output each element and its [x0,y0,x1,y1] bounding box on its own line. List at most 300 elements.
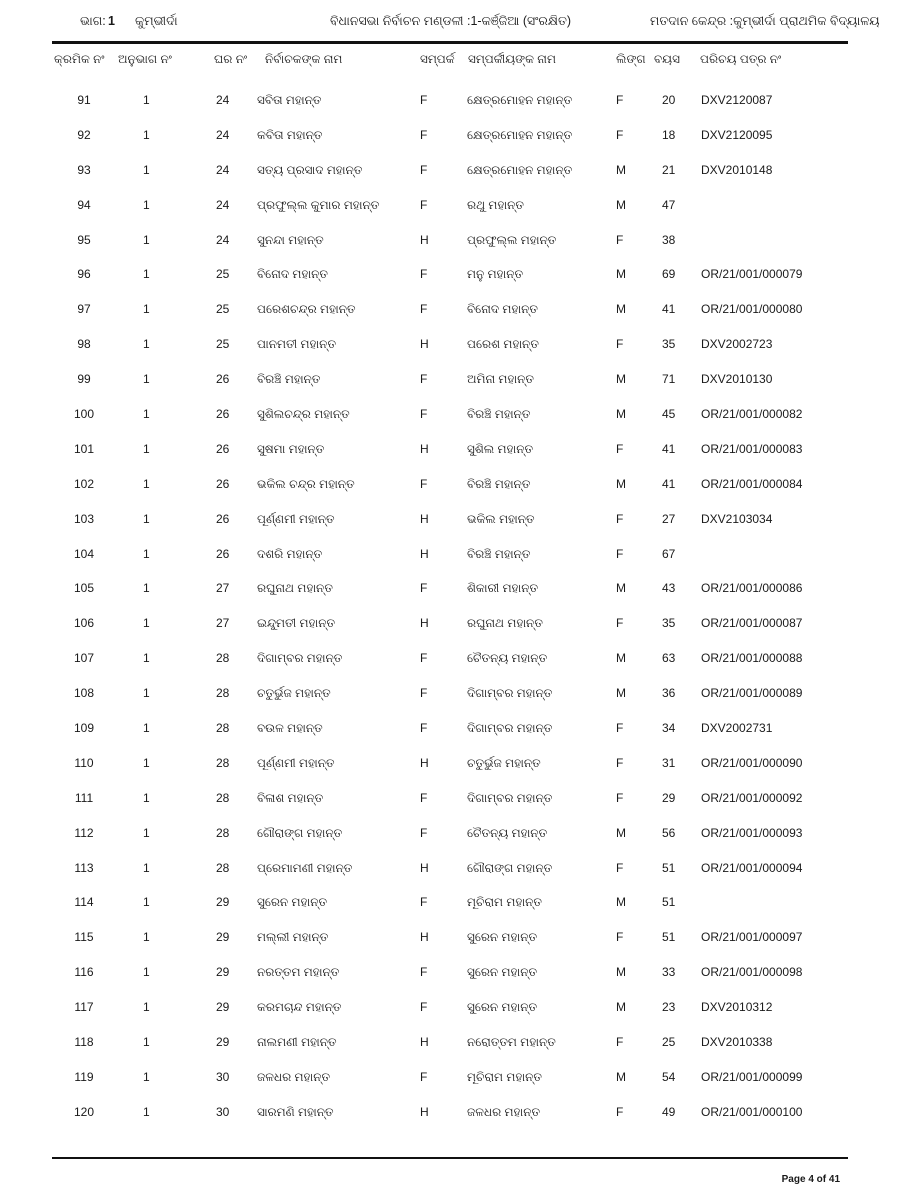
serial-number: 106 [73,616,95,631]
age: 43 [662,581,676,596]
id-card-number: DXV2103034 [701,511,773,526]
col-part-no: ଅନୁଭାଗ ନଂ [118,52,172,66]
relative-name: ଶିକାରୀ ମହାନ୍ତ [467,581,539,596]
relative-name: ବିରଞ୍ଚି ମହାନ୍ତ [467,476,531,491]
part-number-cell: 1 [143,651,150,666]
serial-number: 111 [74,790,94,805]
elector-name: ଦିଗାମ୍ବର ମହାନ୍ତ [257,651,343,666]
house-number: 26 [216,476,230,491]
gender: F [616,1035,624,1050]
part-number-cell: 1 [143,511,150,526]
elector-name: ଭକିଲ ଚନ୍ଦ୍ର ମହାନ୍ତ [257,476,355,491]
gender: M [616,197,626,212]
table-row [0,84,900,119]
id-card-number: DXV2010312 [701,1000,773,1015]
part-number-cell: 1 [143,232,150,247]
part-number-cell: 1 [143,930,150,945]
elector-name: ବଉଳ ମହାନ୍ତ [257,721,323,736]
table-row [0,468,900,503]
id-card-number: DXV2002731 [701,721,773,736]
relative-name: ସୁରେନ ମହାନ୍ତ [467,930,538,945]
relation-type: F [420,965,428,980]
elector-table [0,84,900,1131]
gender: F [616,441,624,456]
table-row [0,991,900,1026]
elector-name: ଚତୁର୍ଭୁଜ ମହାନ୍ତ [257,686,331,701]
relation-type: F [420,302,428,317]
gender: F [616,546,624,561]
house-number: 28 [216,860,230,875]
id-card-number: OR/21/001/000080 [701,302,803,317]
house-number: 28 [216,651,230,666]
relation-type: H [420,1104,429,1119]
table-row [0,154,900,189]
relative-name: ଚୈତନ୍ୟ ମହାନ୍ତ [467,825,548,840]
table-row [0,363,900,398]
age: 36 [662,686,676,701]
serial-number: 105 [73,581,95,596]
id-card-number: OR/21/001/000084 [701,476,803,491]
relative-name: ସୁରେନ ମହାନ୍ତ [467,1000,538,1015]
part-number-cell: 1 [143,860,150,875]
age: 41 [662,302,676,317]
gender: M [616,965,626,980]
house-number: 28 [216,755,230,770]
house-number: 28 [216,686,230,701]
id-card-number: OR/21/001/000082 [701,407,803,422]
relation-type: F [420,93,428,107]
relative-name: ସୁରେନ ମହାନ୍ତ [467,965,538,980]
id-card-number: DXV2120087 [701,93,773,107]
col-age: ବୟସ [654,52,680,66]
table-row [0,782,900,817]
part-number-cell: 1 [143,302,150,317]
age: 34 [662,721,676,736]
relation-type: H [420,511,429,526]
serial-number: 114 [74,895,94,910]
col-id-card: ପରିଚୟ ପତ୍ର ନଂ [700,52,782,66]
gender: F [616,232,624,247]
relation-type: F [420,407,428,422]
col-serial: କ୍ରମିକ ନଂ [54,52,105,66]
relative-name: ବିନୋଦ ମହାନ୍ତ [467,302,538,317]
age: 47 [662,197,676,212]
elector-name: ପୂର୍ଣ୍ଣମୀ ମହାନ୍ତ [257,755,335,770]
serial-number: 109 [73,721,95,736]
house-number: 26 [216,511,230,526]
house-number: 26 [216,372,230,387]
relative-name: କ୍ଷେତ୍ରମୋହନ ମହାନ୍ତ [467,162,573,177]
serial-number: 95 [77,232,91,247]
gender: M [616,581,626,596]
table-row [0,328,900,363]
age: 31 [662,755,676,770]
id-card-number: DXV2002723 [701,337,773,352]
house-number: 25 [216,267,230,282]
relative-name: ଦିଗାମ୍ବର ମହାନ୍ତ [467,721,553,736]
elector-name: ସୁରେନ ମହାନ୍ତ [257,895,328,910]
relation-type: F [420,197,428,212]
part-number-cell: 1 [143,965,150,980]
relative-name: ମନୁ ମହାନ୍ତ [467,267,524,282]
relation-type: H [420,755,429,770]
gender: F [616,127,624,142]
elector-name: ବିନୋଦ ମହାନ୍ତ [257,267,328,282]
elector-name: ନରତ୍ତମ ମହାନ୍ତ [257,965,340,980]
table-row [0,677,900,712]
gender: M [616,651,626,666]
house-number: 29 [216,1000,230,1015]
serial-number: 117 [74,1000,94,1015]
col-gender: ଲିଙ୍ଗ [616,52,646,66]
relative-name: ବିରଞ୍ଚି ମହାନ୍ତ [467,407,531,422]
gender: M [616,476,626,491]
gender: M [616,162,626,177]
gender: M [616,372,626,387]
serial-number: 94 [77,197,91,212]
elector-name: ସତ୍ୟ ପ୍ରସାଦ ମହାନ୍ତ [257,162,363,177]
part-number-cell: 1 [143,372,150,387]
table-row [0,503,900,538]
part-number-cell: 1 [143,407,150,422]
elector-name: ପରେଶଚନ୍ଦ୍ର ମହାନ୍ତ [257,302,356,317]
id-card-number: OR/21/001/000093 [701,825,803,840]
col-house-no: ଘର ନଂ [214,52,248,66]
elector-name: କରମଚାନ୍ଦ ମହାନ୍ତ [257,1000,342,1015]
table-row [0,538,900,573]
age: 20 [662,93,676,107]
age: 33 [662,965,676,980]
serial-number: 110 [74,755,94,770]
constituency-title: ବିଧାନସଭା ନିର୍ବାଚନ ମଣ୍ଡଳୀ :1-କର୍ଞ୍ଜିଆ (ସଂରକ୍ଷିତ) [330,14,572,28]
age: 35 [662,616,676,631]
relative-name: ପ୍ରଫୁଲ୍ଲ ମହାନ୍ତ [467,232,557,247]
relation-type: F [420,721,428,736]
elector-name: ଜଳଧର ମହାନ୍ତ [257,1069,331,1084]
elector-name: ବିଳାଶ ମହାନ୍ତ [257,790,324,805]
age: 35 [662,337,676,352]
village-name: କୁମ୍ଭୀର୍ଦା [135,14,178,28]
id-card-number: OR/21/001/000087 [701,616,803,631]
part-number-cell: 1 [143,127,150,142]
house-number: 24 [216,93,230,107]
relative-name: ମୂଚିରାମ ମହାନ୍ତ [467,1069,542,1084]
age: 69 [662,267,676,282]
gender: F [616,616,624,631]
relation-type: H [420,860,429,875]
age: 41 [662,441,676,456]
part-number-cell: 1 [143,1035,150,1050]
house-number: 30 [216,1069,230,1084]
serial-number: 113 [74,860,94,875]
house-number: 27 [216,616,230,631]
elector-name: ଗୌରାଙ୍ଗ ମହାନ୍ତ [257,825,343,840]
elector-name: ପୂର୍ଣ୍ଣମୀ ମହାନ୍ତ [257,511,335,526]
relative-name: ମୂଚିରାମ ମହାନ୍ତ [467,895,542,910]
gender: M [616,1069,626,1084]
relation-type: F [420,651,428,666]
serial-number: 120 [73,1104,95,1119]
part-number-cell: 1 [143,441,150,456]
relation-type: F [420,790,428,805]
gender: F [616,721,624,736]
part-number-cell: 1 [143,197,150,212]
serial-number: 101 [73,441,95,456]
serial-number: 112 [74,825,94,840]
serial-number: 92 [77,127,91,142]
relation-type: F [420,1000,428,1015]
id-card-number: OR/21/001/000098 [701,965,803,980]
polling-station: ମତଦାନ କେନ୍ଦ୍ର :କୁମ୍ଭୀର୍ଦା ପ୍ରାଥମିକ ବିଦ୍ୟାଳୟ [650,14,880,28]
house-number: 24 [216,162,230,177]
relation-type: H [420,616,429,631]
table-row [0,747,900,782]
serial-number: 115 [74,930,94,945]
relative-name: ଚୈତନ୍ୟ ମହାନ୍ତ [467,651,548,666]
part-number-cell: 1 [143,686,150,701]
serial-number: 102 [73,476,95,491]
table-row [0,224,900,259]
age: 25 [662,1035,676,1050]
elector-name: ସୁଶିଲଚନ୍ଦ୍ର ମହାନ୍ତ [257,407,350,422]
col-relative-name: ସମ୍ପର୍କୀୟଙ୍କ ନାମ [468,52,556,66]
id-card-number: DXV2010338 [701,1035,773,1050]
age: 51 [662,860,676,875]
id-card-number: OR/21/001/000100 [701,1104,803,1119]
relation-type: F [420,581,428,596]
gender: M [616,825,626,840]
table-row [0,258,900,293]
part-number-cell: 1 [143,1000,150,1015]
serial-number: 103 [73,511,95,526]
part-number-cell: 1 [143,476,150,491]
id-card-number: OR/21/001/000083 [701,441,803,456]
house-number: 26 [216,407,230,422]
age: 51 [662,895,676,910]
house-number: 27 [216,581,230,596]
id-card-number: DXV2010148 [701,162,773,177]
age: 49 [662,1104,676,1119]
house-number: 28 [216,790,230,805]
relative-name: ରଥୁ ମହାନ୍ତ [467,197,524,212]
relative-name: ଭକିଲ ମହାନ୍ତ [467,511,535,526]
gender: M [616,895,626,910]
id-card-number: OR/21/001/000079 [701,267,803,282]
gender: F [616,755,624,770]
table-row [0,293,900,328]
part-number-cell: 1 [143,546,150,561]
gender: F [616,790,624,805]
gender: F [616,1104,624,1119]
elector-name: ସୁନନ୍ଦା ମହାନ୍ତ [257,232,324,247]
house-number: 28 [216,721,230,736]
relative-name: ଦିଗାମ୍ବର ମହାନ୍ତ [467,790,553,805]
table-row [0,921,900,956]
elector-name: ପାନମତୀ ମହାନ୍ତ [257,337,336,352]
relation-type: F [420,895,428,910]
elector-name: ସୁଷମା ମହାନ୍ତ [257,441,325,456]
age: 67 [662,546,676,561]
part-number-cell: 1 [143,1104,150,1119]
relative-name: ଅମିନା ମହାନ୍ତ [467,372,534,387]
relative-name: କ୍ଷେତ୍ରମୋହନ ମହାନ୍ତ [467,127,573,142]
footer-divider [52,1157,848,1159]
table-row [0,1026,900,1061]
table-row [0,398,900,433]
part-label: ଭାଗ: [80,14,106,28]
relation-type: H [420,232,429,247]
relative-name: ନରୋତ୍ତମ ମହାନ୍ତ [467,1035,556,1050]
age: 54 [662,1069,676,1084]
column-headers [0,52,900,72]
house-number: 25 [216,337,230,352]
id-card-number: OR/21/001/000092 [701,790,803,805]
elector-name: ସାରମଣି ମହାନ୍ତ [257,1104,334,1119]
relation-type: H [420,1035,429,1050]
relation-type: H [420,337,429,352]
elector-name: ଇନ୍ଦୁମତୀ ମହାନ୍ତ [257,616,336,631]
house-number: 28 [216,825,230,840]
serial-number: 93 [77,162,91,177]
id-card-number: OR/21/001/000089 [701,686,803,701]
relative-name: ଚତୁର୍ଭୁଜ ମହାନ୍ତ [467,755,541,770]
part-number-cell: 1 [143,721,150,736]
serial-number: 100 [73,407,95,422]
relation-type: F [420,162,428,177]
house-number: 24 [216,232,230,247]
id-card-number: DXV2120095 [701,127,773,142]
part-number-cell: 1 [143,790,150,805]
elector-name: ରଘୁନାଥ ମହାନ୍ତ [257,581,333,596]
part-number-cell: 1 [143,895,150,910]
house-number: 29 [216,930,230,945]
relative-name: ସୁଶିଲ ମହାନ୍ତ [467,441,534,456]
house-number: 29 [216,965,230,980]
table-row [0,607,900,642]
relative-name: କ୍ଷେତ୍ରମୋହନ ମହାନ୍ତ [467,93,573,107]
part-number-cell: 1 [143,93,150,107]
gender: M [616,1000,626,1015]
page-number: Page 4 of 41 [781,1174,840,1185]
relative-name: ରଘୁନାଥ ମହାନ୍ତ [467,616,543,631]
serial-number: 108 [73,686,95,701]
serial-number: 107 [73,651,95,666]
table-row [0,852,900,887]
gender: M [616,407,626,422]
table-row [0,817,900,852]
document-header [0,14,900,36]
part-number-cell: 1 [143,337,150,352]
age: 23 [662,1000,676,1015]
gender: M [616,302,626,317]
id-card-number: OR/21/001/000090 [701,755,803,770]
id-card-number: OR/21/001/000097 [701,930,803,945]
house-number: 30 [216,1104,230,1119]
age: 63 [662,651,676,666]
elector-name: ନାଲମଣୀ ମହାନ୍ତ [257,1035,337,1050]
house-number: 26 [216,546,230,561]
gender: M [616,686,626,701]
relation-type: F [420,686,428,701]
id-card-number: OR/21/001/000094 [701,860,803,875]
table-row [0,642,900,677]
serial-number: 118 [74,1035,94,1050]
table-row [0,1096,900,1131]
part-number-cell: 1 [143,267,150,282]
elector-name: ସବିତା ମହାନ୍ତ [257,93,322,107]
age: 71 [662,372,676,387]
gender: M [616,267,626,282]
relation-type: F [420,825,428,840]
header-divider [52,41,848,44]
table-row [0,886,900,921]
relation-type: F [420,267,428,282]
relation-type: F [420,372,428,387]
serial-number: 99 [77,372,91,387]
part-number-cell: 1 [143,581,150,596]
age: 18 [662,127,676,142]
elector-name: ଦଶରି ମହାନ୍ତ [257,546,323,561]
id-card-number: OR/21/001/000088 [701,651,803,666]
gender: F [616,511,624,526]
col-elector-name: ନିର୍ବାଚକଙ୍କ ନାମ [265,52,343,66]
part-number-cell: 1 [143,755,150,770]
table-row [0,189,900,224]
serial-number: 104 [73,546,95,561]
serial-number: 91 [77,93,91,107]
age: 51 [662,930,676,945]
age: 27 [662,511,676,526]
age: 45 [662,407,676,422]
gender: F [616,93,624,107]
house-number: 24 [216,127,230,142]
age: 56 [662,825,676,840]
table-row [0,1061,900,1096]
age: 38 [662,232,676,247]
id-card-number: OR/21/001/000086 [701,581,803,596]
table-row [0,572,900,607]
table-row [0,956,900,991]
gender: F [616,860,624,875]
serial-number: 116 [74,965,94,980]
elector-name: କବିତା ମହାନ୍ତ [257,127,323,142]
relation-type: H [420,546,429,561]
elector-name: ପ୍ରଫୁଲ୍ଲ କୁମାର ମହାନ୍ତ [257,197,380,212]
serial-number: 98 [77,337,91,352]
relative-name: ଗୌରାଙ୍ଗ ମହାନ୍ତ [467,860,553,875]
relation-type: F [420,1069,428,1084]
relation-type: H [420,930,429,945]
relation-type: H [420,441,429,456]
serial-number: 119 [74,1069,94,1084]
relative-name: ବିରଞ୍ଚି ମହାନ୍ତ [467,546,531,561]
age: 21 [662,162,676,177]
table-row [0,433,900,468]
part-number-cell: 1 [143,616,150,631]
part-number-cell: 1 [143,1069,150,1084]
house-number: 29 [216,895,230,910]
serial-number: 96 [77,267,91,282]
house-number: 24 [216,197,230,212]
col-relation: ସମ୍ପର୍କ [420,52,455,66]
relative-name: ଜଳଧର ମହାନ୍ତ [467,1104,541,1119]
id-card-number: OR/21/001/000099 [701,1069,803,1084]
relative-name: ଦିଗାମ୍ବର ମହାନ୍ତ [467,686,553,701]
table-row [0,712,900,747]
house-number: 29 [216,1035,230,1050]
house-number: 26 [216,441,230,456]
relation-type: F [420,476,428,491]
